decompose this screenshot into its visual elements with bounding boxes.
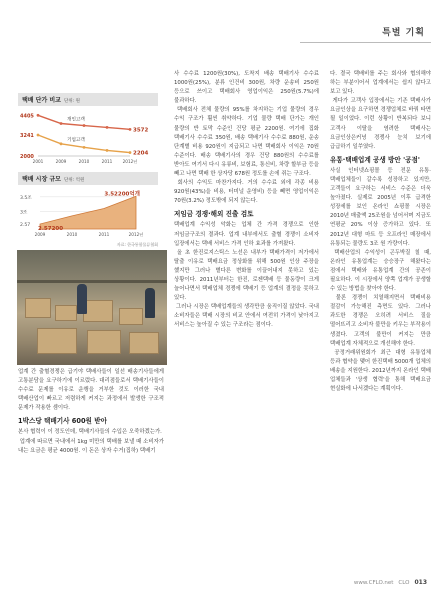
chart1-end-label: 2204 bbox=[133, 150, 149, 157]
chart2-x-tick: 2012년 bbox=[128, 232, 144, 237]
chart1-y-label: 4405 bbox=[20, 113, 34, 120]
chart1-point bbox=[37, 134, 40, 137]
column-3-subhead: 유통·택배업계 공생 방안 '공점' bbox=[330, 155, 420, 164]
paragraph: 사실 인터넷쇼핑몰 등 전문 유통·택배업체들이 갈수록 성장하고 있지만, 고객들이 요구하는 서비스 수준은 더욱 높아졌다. 실제로 2005년 이후 급격한 성장세를 보인 온라인 쇼핑몰 시장은 2010년 매출액 25조원을 넘어서며 지금도 연평균 20% 이상 증가하고 있다. 또 2012년 대형 마트 등 오프라인 매장에서 유통되는 물량도 3조 원 가량이다. bbox=[330, 167, 431, 247]
chart1-x-tick: 2010 bbox=[78, 159, 90, 164]
chart-source: 자료: 한국통합물류협회 bbox=[116, 242, 158, 247]
chart1-point bbox=[60, 142, 63, 145]
chart1-point bbox=[106, 149, 109, 152]
article-column-1 bbox=[18, 368, 164, 456]
article-column-3 bbox=[330, 70, 431, 394]
photo-parcel bbox=[83, 300, 113, 322]
paragraph: 사 수수료 1200원(30%), 도착지 배송 택배기사 수수료 1000원(25%), 분류 인건비 300원, 차량 운송비 250원 등으로 쓰이고 택배회사 영업이익은 250원(5.7%)에 불과하다. bbox=[174, 71, 319, 105]
chart1-point bbox=[37, 114, 40, 117]
chart1-x-tick: 2009 bbox=[55, 159, 67, 164]
chart1-y-label: 2000 bbox=[20, 154, 34, 160]
chart2-y-label: 3.5조 bbox=[20, 195, 32, 201]
paragraph: 업계에 따르면 국내에서 1kg 미만의 택배를 보낼 때 소비자가 내는 요금은 평균 4000원. 이 돈은 상자 수거(집하) 택배기 bbox=[18, 438, 164, 454]
warehouse-photo bbox=[17, 250, 167, 365]
paragraph: 그러나 시장은 택배업계들의 생각만큼 움직이질 않았다. 국내 소비자들은 택배 시장의 비교 안에서 여전히 가격이 낮아지고 서비스는 높아질 수 있는 구조라는 점이다. bbox=[174, 304, 319, 329]
chart1-title: 택배 단가 비교 bbox=[22, 97, 61, 104]
column-2-subhead: 저임금 경쟁·해외 진출 검토 bbox=[174, 210, 254, 219]
chart1-x-tick: 2011 bbox=[101, 159, 113, 164]
chart2-end-label: 3.52200억개 bbox=[104, 191, 140, 198]
section-title: 특별 기획 bbox=[382, 28, 425, 38]
paragraph: 게다가 고객사 입장에서는 기존 택배사가 요금인상을 요구하면 경쟁업체로 바꿔 타면 될 일이었다. 이런 상황이 반복되다 보니 고객사 이탈을 염려한 택배사는 요금인상은커녕 경쟁사 눈치 보기에 급급하기 일쑤였다. bbox=[330, 98, 431, 150]
chart2-x-tick: 2009 bbox=[34, 232, 46, 237]
paragraph: 물론 경쟁이 치열해지면서 택배비용 절감이 가능해진 측면도 있다. 그러나 과도한 경쟁은 오히려 서비스 질을 떨어뜨리고 소비자 불만을 키우는 부작용이 생겼다. 고객의 불만이 커지는 만큼 택배업계 자체적으로 개선해야 한다. bbox=[330, 295, 431, 347]
column-1-subhead: 1박스당 택배기사 600원 받아 bbox=[18, 417, 107, 426]
chart2-unit: 단위: 억원 bbox=[63, 178, 85, 183]
paragraph: 공정거래위원회가 최근 대형 유통업체 등과 협약을 맺어 한진택배 5000개 업체의 배송을 지원한다. 2012년까지 온라인 택배 업체들과 '상생 협력'을 통해 택배요금 현실화에 나서겠다는 계획이다. bbox=[330, 349, 431, 393]
photo-parcel bbox=[25, 298, 51, 318]
chart2-y-label: 3조 bbox=[20, 210, 28, 216]
chart1-point bbox=[83, 146, 86, 149]
chart2-start-label: 2.57200 bbox=[38, 226, 64, 233]
column-3-body-2 bbox=[330, 167, 431, 394]
chart1-point bbox=[106, 126, 109, 129]
footer-site: www.CFLO.net bbox=[353, 580, 394, 586]
chart2-title: 택배 시장 규모 bbox=[22, 176, 61, 183]
chart2-x-tick: 2011 bbox=[98, 232, 110, 237]
footer-magazine: CLO bbox=[398, 580, 410, 586]
column-1-body-2 bbox=[18, 428, 164, 455]
photo-parcel bbox=[87, 330, 121, 354]
photo-parcel bbox=[37, 328, 77, 354]
paragraph: 올 초 한진로지스틱스 노선은 내부가 택배가격이 저가에서 탈출 이유로 택배요금 정상화를 위해 500원 인상 주장을 했지만 그러나 별다른 변화를 이끌어내지 못하고 있는 상황이다. 2011년부터는 한진, 로젠택배 등 물동량이 크게 늘어나면서 택배업체 경쟁에 택배기 등 업계의 결정을 못하고 있다. bbox=[174, 249, 319, 302]
paragraph: 다. 결국 택배비를 주는 회사와 협의해야 하는 부분이어서 업계에서는 쉽지 않다고 보고 있다. bbox=[330, 71, 431, 96]
chart1-point bbox=[129, 128, 132, 131]
chart1-y-label: 3241 bbox=[20, 132, 34, 139]
paragraph: 업계 간 출혈경쟁은 급기야 택배사들이 일선 배송기사들에게 고통분담을 요구하기에 이르렀다. 대리점들로서 택배기사들이 수수료 문제를 이유로 운행을 거부한 것도 이러한 국내 택배산업이 빠르고 저렴하게 커지는 과정에서 발생한 구조적 문제가 작용한 셈이다. bbox=[18, 369, 164, 412]
chart1-series-label: 기업고객 bbox=[67, 137, 85, 143]
column-3-body bbox=[330, 70, 431, 152]
paragraph: 택배산업의 수익성이 곤두박질 칠 때, 온라인 유통업계는 승승장구 해왔다는 점에서 택배와 유통업계 간의 공존이 필요하다. 이 시장에서 양쪽 업계가 공생할 수 있는 방법을 찾아야 한다. bbox=[330, 249, 431, 293]
paragraph: 택배업계 수익성 악화는 업체 간 가격 경쟁으로 인한 저임금구조의 결과다. 업계 내부에서도 출혈 경쟁이 소비자 입장에서는 택배 서비스 가격 인하 효과를 가져왔다. bbox=[174, 222, 319, 247]
column-2-body bbox=[174, 70, 319, 206]
chart1-x-tick: 2001 bbox=[32, 159, 44, 164]
page-header bbox=[0, 0, 447, 60]
column-1-body bbox=[18, 368, 164, 413]
chart2-heading bbox=[18, 172, 158, 185]
chart1-series-label: 개인고객 bbox=[67, 117, 85, 123]
paragraph: 회사의 수익도 마찬가지다. 거의 수수료 외에 각종 비용 920원(43%)을 비용, 터미널 운영비) 등을 빼면 영업이익은 70원(3.2%) 정도밖에 되지 않는다. bbox=[174, 180, 319, 205]
page-footer bbox=[354, 579, 427, 586]
chart1-point bbox=[83, 124, 86, 127]
photo-parcel bbox=[119, 308, 143, 325]
photo-worker bbox=[77, 284, 87, 314]
chart2-area bbox=[40, 196, 136, 229]
page-number: 013 bbox=[414, 579, 427, 586]
photo-worker bbox=[145, 288, 155, 318]
chart2-market-area bbox=[18, 185, 158, 241]
chart1-heading bbox=[18, 93, 158, 106]
header-divider bbox=[300, 42, 431, 43]
chart1-price-line bbox=[18, 106, 158, 168]
chart1-x-tick: 2012년 bbox=[122, 159, 138, 164]
article-column-2 bbox=[174, 70, 319, 331]
charts-panel bbox=[18, 93, 158, 248]
paragraph: 본사 협력이 이 정도인데, 택배기사들의 수입은 오죽하겠는가. bbox=[18, 429, 162, 436]
chart2-y-label: 2.57 bbox=[20, 223, 31, 229]
chart1-end-label: 3572 bbox=[133, 127, 149, 134]
chart1-unit: 단위: 원 bbox=[63, 99, 80, 104]
paragraph: 택배회사 전체 물량의 95%를 차지하는 기업 물량의 경우 수익 구조가 훨씬 취약하다. 기업 물량 택배 단가는 개인 물량의 반 토막 수준인 건당 평균 2200원. 여기에 집화 택배기사 수수료 350원, 배송 택배기사 수수료 880원, 운송 단계별 비용 920원이 지급되고 나면 택배회사 이익은 70원 수준이다. 배송 택배기사의 경우 건당 880원의 수수료를 받아도 여기서 다시 유류비, 보험료, 통신비, 차량 할부금 등을 빼고 나면 택배 한 상자당 678원 정도를 손에 쥐는 구조다. bbox=[174, 107, 319, 178]
chart2-x-tick: 2010 bbox=[66, 232, 78, 237]
photo-shelf bbox=[17, 280, 167, 283]
photo-parcel bbox=[129, 332, 159, 354]
chart1-point bbox=[129, 151, 132, 154]
column-2-body-2 bbox=[174, 221, 319, 330]
photo-parcel bbox=[55, 305, 77, 321]
chart1-point bbox=[60, 122, 63, 125]
